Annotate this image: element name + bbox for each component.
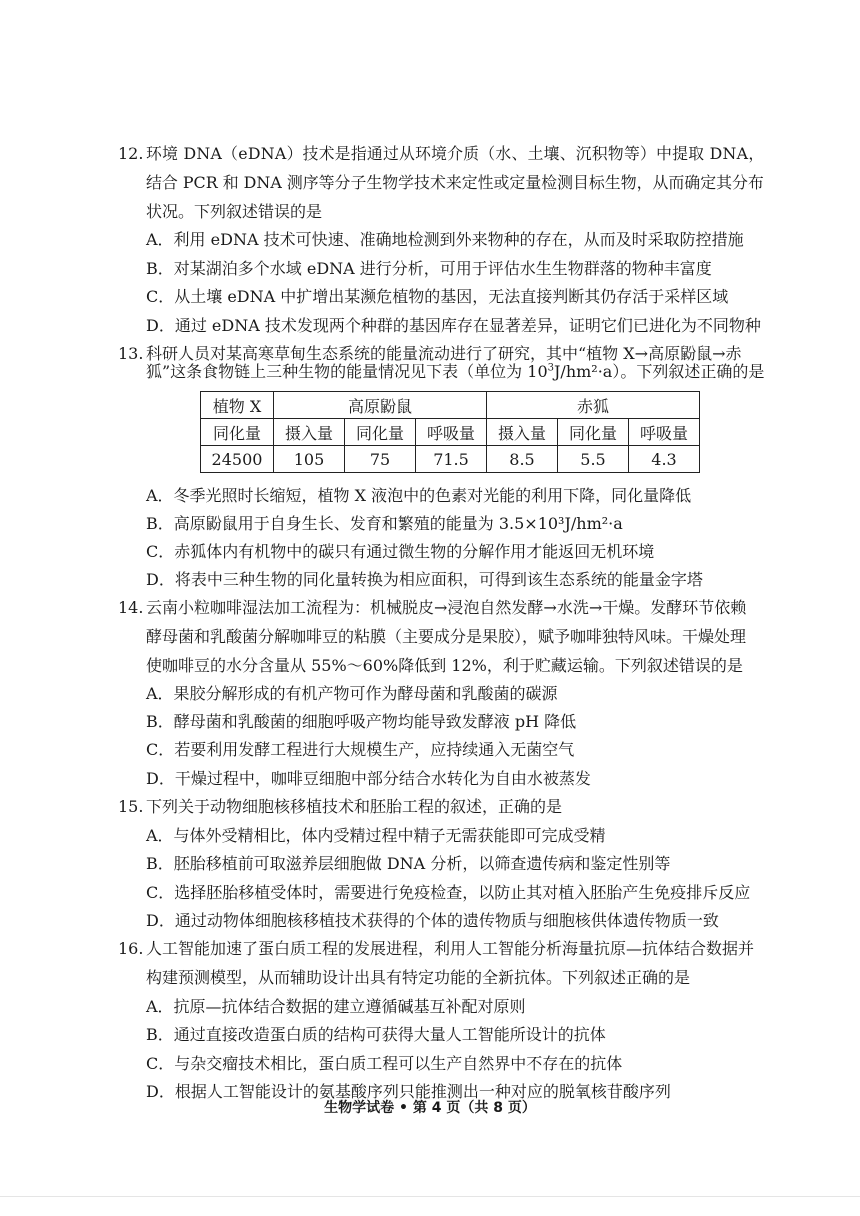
table-header-zokor: 高原鼢鼠 bbox=[274, 392, 487, 419]
table-header-red-fox: 赤狐 bbox=[487, 392, 700, 419]
question-14-option-d: D．干燥过程中，咖啡豆细胞中部分结合水转化为自由水被蒸发 bbox=[146, 769, 591, 788]
question-16-stem-line-1: 人工智能加速了蛋白质工程的发展进程，利用人工智能分析海量抗原—抗体结合数据并 bbox=[146, 939, 755, 958]
question-14-option-c: C．若要利用发酵工程进行大规模生产，应持续通入无菌空气 bbox=[146, 740, 575, 759]
table-value-cell: 24500 bbox=[201, 446, 274, 473]
table-subheader-cell: 呼吸量 bbox=[416, 419, 487, 446]
question-16-option-c: C．与杂交瘤技术相比，蛋白质工程可以生产自然界中不存在的抗体 bbox=[146, 1054, 623, 1073]
question-14-stem-line-3: 使咖啡豆的水分含量从 55%～60%降低到 12%，利于贮藏运输。下列叙述错误的是 bbox=[146, 656, 743, 675]
question-15-option-d: D．通过动物体细胞核移植技术获得的个体的遗传物质与细胞核供体遗传物质一致 bbox=[146, 911, 719, 930]
question-15-stem-line-1: 下列关于动物细胞核移植技术和胚胎工程的叙述，正确的是 bbox=[146, 797, 563, 816]
question-13-option-c: C．赤狐体内有机物中的碳只有通过微生物的分解作用才能返回无机环境 bbox=[146, 542, 655, 561]
question-12-option-c: C．从土壤 eDNA 中扩增出某濒危植物的基因，无法直接判断其仍存活于采样区域 bbox=[146, 287, 729, 306]
question-14-stem-line-2: 酵母菌和乳酸菌分解咖啡豆的粘膜（主要成分是果胶），赋予咖啡独特风味。干燥处理 bbox=[146, 627, 747, 646]
table-header-plant-x: 植物 X bbox=[201, 392, 274, 419]
question-13-number: 13. bbox=[118, 344, 144, 363]
energy-table bbox=[200, 391, 700, 473]
question-15-option-c: C．选择胚胎移植受体时，需要进行免疫检查，以防止其对植入胚胎产生免疫排斥反应 bbox=[146, 883, 751, 902]
question-12-stem-line-3: 状况。下列叙述错误的是 bbox=[146, 202, 323, 221]
table-value-row bbox=[201, 446, 700, 473]
table-subheader-cell: 摄入量 bbox=[487, 419, 558, 446]
question-16-number: 16. bbox=[118, 939, 144, 958]
question-13-option-b: B．高原鼢鼠用于自身生长、发育和繁殖的能量为 3.5×10³J/hm²·a bbox=[146, 514, 623, 533]
question-16-option-b: B．通过直接改造蛋白质的结构可获得大量人工智能所设计的抗体 bbox=[146, 1025, 606, 1044]
table-subheader-cell: 摄入量 bbox=[274, 419, 345, 446]
question-14-number: 14. bbox=[118, 598, 144, 617]
question-12-option-d: D．通过 eDNA 技术发现两个种群的基因库存在显著差异，证明它们已进化为不同物种 bbox=[146, 316, 761, 335]
question-12-number: 12. bbox=[118, 144, 144, 163]
question-12-option-b: B．对某湖泊多个水域 eDNA 进行分析，可用于评估水生生物群落的物种丰富度 bbox=[146, 259, 712, 278]
question-13-option-a: A．冬季光照时长缩短，植物 X 液泡中的色素对光能的利用下降，同化量降低 bbox=[146, 486, 692, 505]
table-subheader-cell: 同化量 bbox=[201, 419, 274, 446]
table-header-row bbox=[201, 392, 700, 419]
question-15-option-b: B．胚胎移植前可取滋养层细胞做 DNA 分析，以筛查遗传病和鉴定性别等 bbox=[146, 854, 671, 873]
question-13-stem-line-2: 狐”这条食物链上三种生物的能量情况见下表（单位为 $10^3J/hm^2\cdot a$）。下列叙述正确的是 bbox=[146, 362, 765, 381]
table-subheader-cell: 同化量 bbox=[558, 419, 629, 446]
question-13-option-d: D．将表中三种生物的同化量转换为相应面积，可得到该生态系统的能量金字塔 bbox=[146, 570, 703, 589]
question-15-number: 15. bbox=[118, 797, 144, 816]
question-15-option-a: A．与体外受精相比，体内受精过程中精子无需获能即可完成受精 bbox=[146, 826, 606, 845]
question-16-option-a: A．抗原—抗体结合数据的建立遵循碱基互补配对原则 bbox=[146, 997, 526, 1016]
question-14-stem-line-1: 云南小粒咖啡湿法加工流程为：机械脱皮→浸泡自然发酵→水洗→干燥。发酵环节依赖 bbox=[146, 598, 747, 617]
table-value-cell: 75 bbox=[345, 446, 416, 473]
table-subheader-row bbox=[201, 419, 700, 446]
question-12-stem-line-2: 结合 PCR 和 DNA 测序等分子生物学技术来定性或定量检测目标生物，从而确定其分布 bbox=[146, 173, 764, 192]
table-value-cell: 105 bbox=[274, 446, 345, 473]
question-14-option-b: B．酵母菌和乳酸菌的细胞呼吸产物均能导致发酵液 pH 降低 bbox=[146, 712, 577, 731]
table-value-cell: 5.5 bbox=[558, 446, 629, 473]
table-subheader-cell: 同化量 bbox=[345, 419, 416, 446]
table-value-cell: 8.5 bbox=[487, 446, 558, 473]
bottom-divider bbox=[0, 1196, 860, 1197]
question-16-option-d: D．根据人工智能设计的氨基酸序列只能推测出一种对应的脱氧核苷酸序列 bbox=[146, 1082, 671, 1101]
question-13-stem-line-1: 科研人员对某高寒草甸生态系统的能量流动进行了研究，其中“植物 X→高原鼢鼠→赤 bbox=[146, 344, 742, 363]
question-14-option-a: A．果胶分解形成的有机产物可作为酵母菌和乳酸菌的碳源 bbox=[146, 684, 558, 703]
question-12-stem-line-1: 环境 DNA（eDNA）技术是指通过从环境介质（水、土壤、沉积物等）中提取 DNA， bbox=[146, 144, 765, 163]
table-value-cell: 4.3 bbox=[629, 446, 700, 473]
question-16-stem-line-2: 构建预测模型，从而辅助设计出具有特定功能的全新抗体。下列叙述正确的是 bbox=[146, 968, 691, 987]
question-12-option-a: A．利用 eDNA 技术可快速、准确地检测到外来物种的存在，从而及时采取防控措施 bbox=[146, 230, 744, 249]
table-subheader-cell: 呼吸量 bbox=[629, 419, 700, 446]
table-value-cell: 71.5 bbox=[416, 446, 487, 473]
page-footer: 生物学试卷 • 第 4 页（共 8 页） bbox=[324, 1100, 536, 1116]
